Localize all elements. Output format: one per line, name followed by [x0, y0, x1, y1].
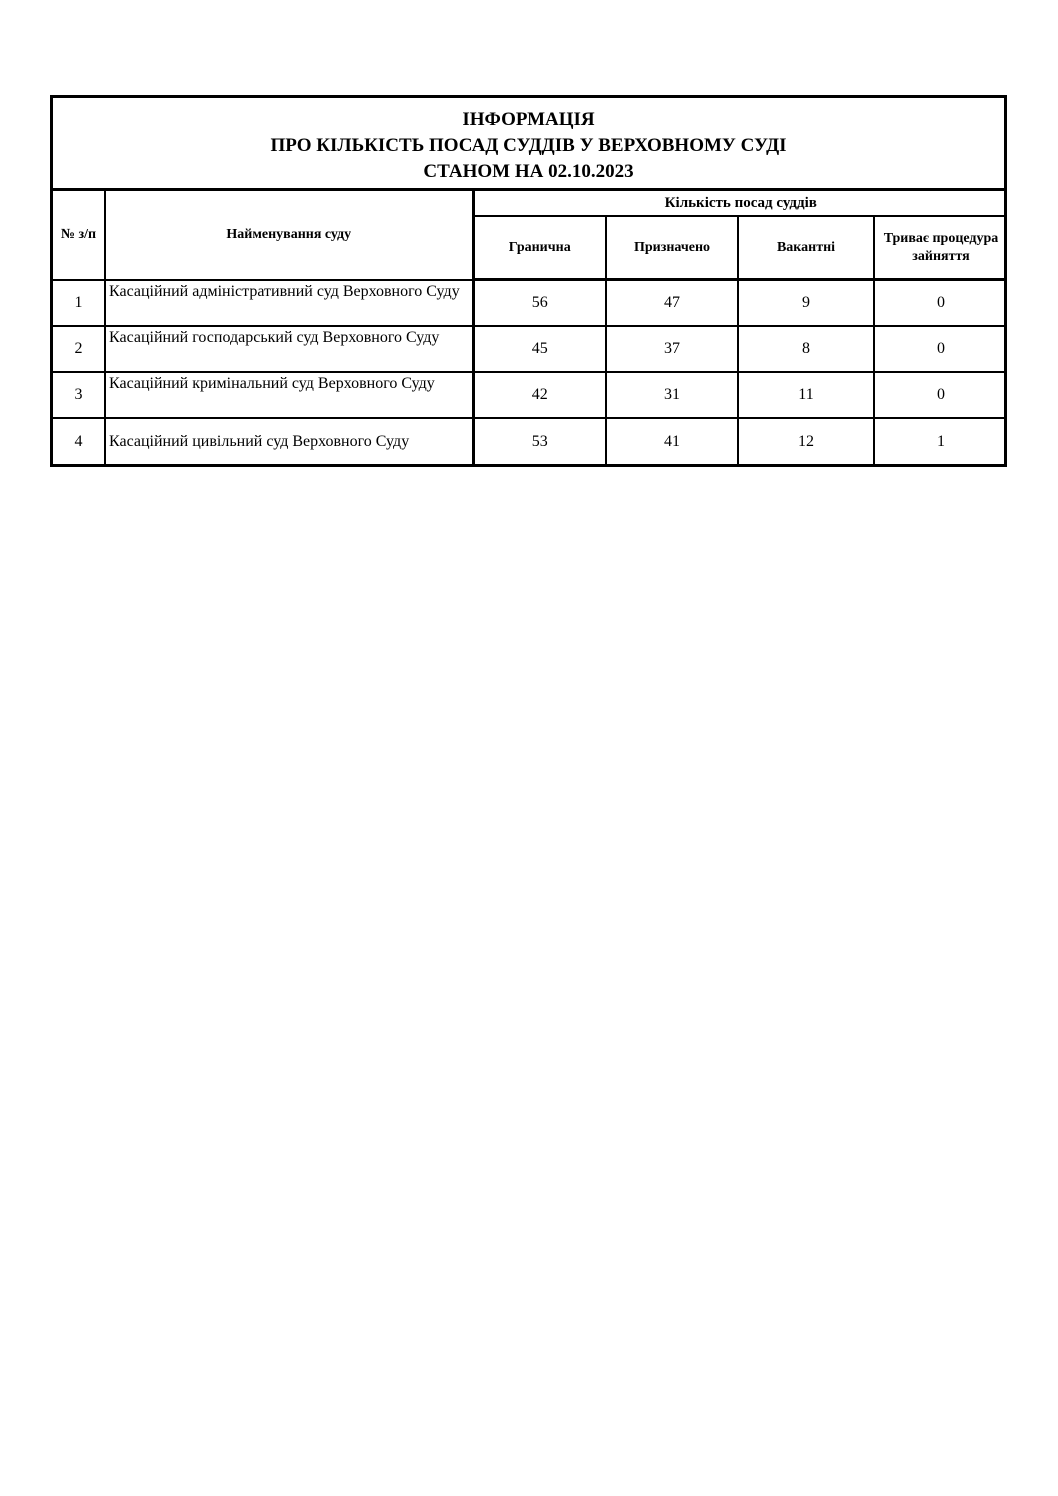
- court-name: Касаційний адміністративний суд Верховного Суду: [105, 280, 473, 327]
- limit-value: 56: [473, 280, 606, 327]
- judges-positions-sheet: [50, 95, 1007, 467]
- row-number: 1: [53, 280, 105, 327]
- in-progress-value: 0: [874, 280, 1007, 327]
- court-name: Касаційний господарський суд Верховного Суду: [105, 326, 473, 372]
- header-appointed: Призначено: [606, 216, 738, 280]
- limit-value: 42: [473, 372, 606, 418]
- appointed-value: 41: [606, 418, 738, 464]
- table-row: [53, 280, 1007, 327]
- row-number: 3: [53, 372, 105, 418]
- table-row: [53, 326, 1007, 372]
- in-progress-value: 1: [874, 418, 1007, 464]
- title-line-2: ПРО КІЛЬКІСТЬ ПОСАД СУДДІВ У ВЕРХОВНОМУ СУДІ: [270, 135, 787, 156]
- row-number: 2: [53, 326, 105, 372]
- limit-value: 53: [473, 418, 606, 464]
- header-vacant: Вакантні: [738, 216, 874, 280]
- positions-table: [53, 191, 1007, 464]
- title-line-3: СТАНОМ НА 02.10.2023: [423, 161, 634, 182]
- header-court-name: Найменування суду: [105, 191, 473, 280]
- appointed-value: 31: [606, 372, 738, 418]
- vacant-value: 8: [738, 326, 874, 372]
- header-limit: Гранична: [473, 216, 606, 280]
- header-group-positions: Кількість посад суддів: [473, 191, 1007, 216]
- document-title: [53, 98, 1004, 191]
- header-in-progress: Триває процедура зайняття: [874, 216, 1007, 280]
- in-progress-value: 0: [874, 372, 1007, 418]
- vacant-value: 12: [738, 418, 874, 464]
- header-number: № з/п: [53, 191, 105, 280]
- row-number: 4: [53, 418, 105, 464]
- vacant-value: 11: [738, 372, 874, 418]
- vacant-value: 9: [738, 280, 874, 327]
- in-progress-value: 0: [874, 326, 1007, 372]
- limit-value: 45: [473, 326, 606, 372]
- appointed-value: 47: [606, 280, 738, 327]
- court-name: Касаційний цивільний суд Верховного Суду: [105, 418, 473, 464]
- title-line-1: ІНФОРМАЦІЯ: [462, 109, 595, 130]
- table-row: [53, 418, 1007, 464]
- appointed-value: 37: [606, 326, 738, 372]
- court-name: Касаційний кримінальний суд Верховного Суду: [105, 372, 473, 418]
- table-row: [53, 372, 1007, 418]
